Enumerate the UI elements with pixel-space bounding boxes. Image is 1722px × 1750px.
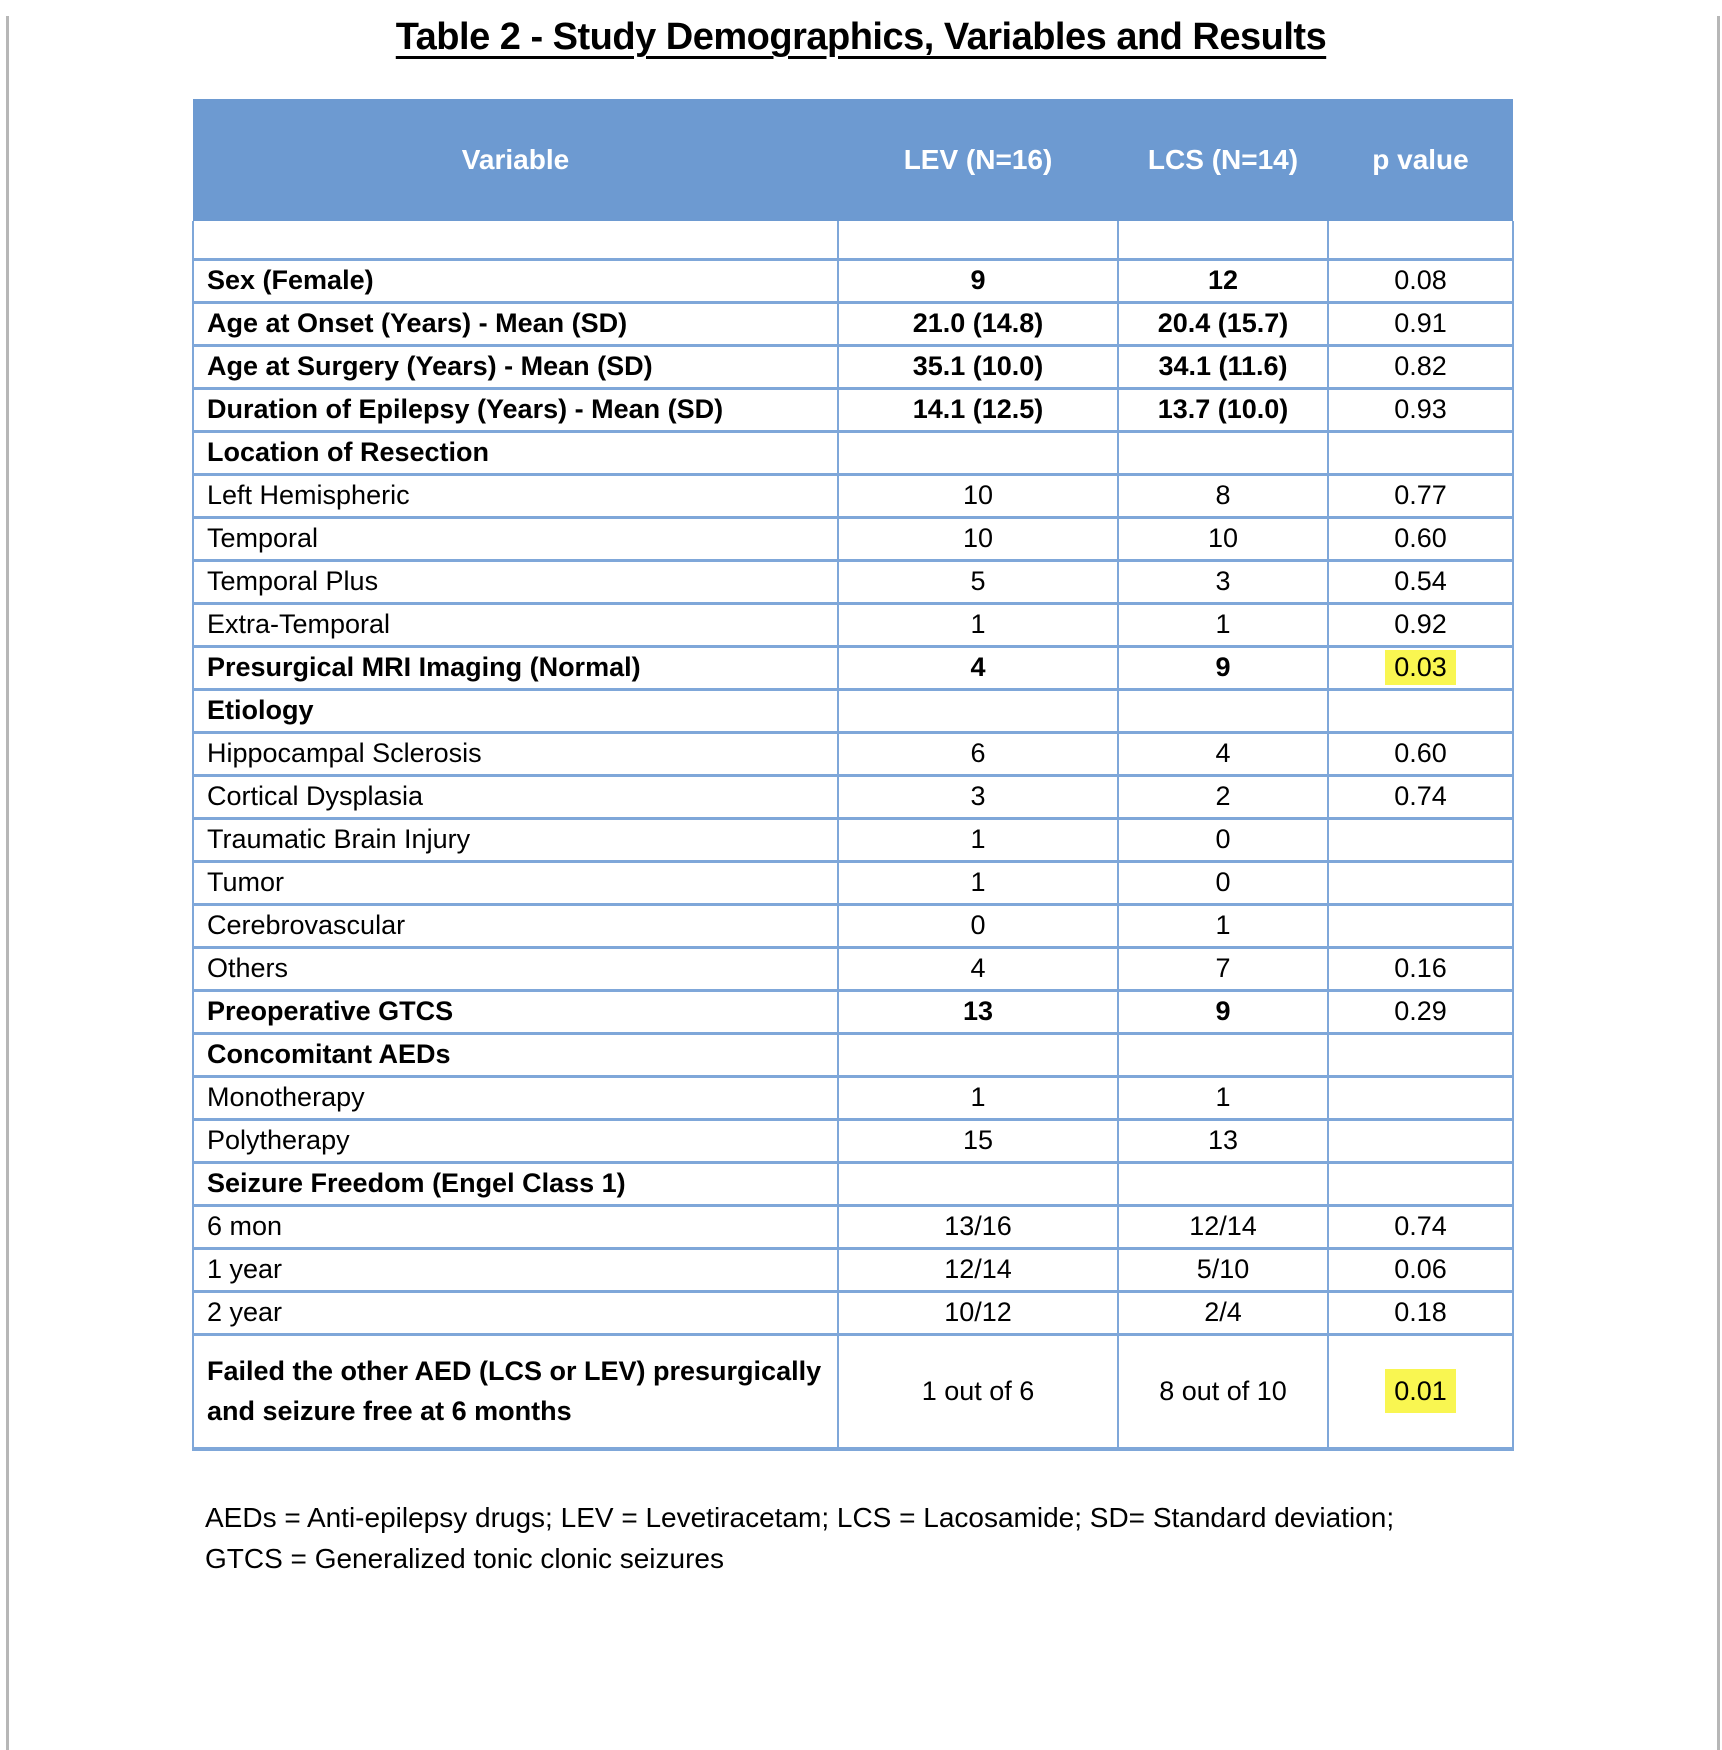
- pvalue-highlight: 0.01: [1385, 1369, 1456, 1413]
- footnote-line-1: AEDs = Anti-epilepsy drugs; LEV = Levetiracetam; LCS = Lacosamide; SD= Standard deviation;: [205, 1502, 1395, 1533]
- cell-lcs-value: [1118, 1033, 1328, 1076]
- cell-lcs-value: [1118, 1162, 1328, 1205]
- cell-pvalue: 0.18: [1328, 1291, 1513, 1334]
- cell-pvalue: 0.74: [1328, 1205, 1513, 1248]
- cell-lev-value: 13/16: [838, 1205, 1118, 1248]
- cell-label: Extra-Temporal: [193, 603, 838, 646]
- table-row-section: [193, 431, 1513, 474]
- table-row-section: [193, 1033, 1513, 1076]
- cell-lcs-value: 9: [1118, 646, 1328, 689]
- table-row: [193, 388, 1513, 431]
- cell-pvalue: [1328, 689, 1513, 732]
- cell-pvalue: 0.08: [1328, 259, 1513, 302]
- cell-label: Seizure Freedom (Engel Class 1): [193, 1162, 838, 1205]
- cell-lev-value: [838, 689, 1118, 732]
- table-row: [193, 861, 1513, 904]
- cell-lev-value: 6: [838, 732, 1118, 775]
- cell-label: 2 year: [193, 1291, 838, 1334]
- cell-pvalue: 0.60: [1328, 732, 1513, 775]
- cell-lcs-value: 10: [1118, 517, 1328, 560]
- cell-lev-value: 4: [838, 646, 1118, 689]
- cell-lcs-value: 1: [1118, 904, 1328, 947]
- table-row: [193, 947, 1513, 990]
- cell-label: Others: [193, 947, 838, 990]
- cell-label: 1 year: [193, 1248, 838, 1291]
- cell-pvalue: [1328, 1076, 1513, 1119]
- cell-lev-value: 35.1 (10.0): [838, 345, 1118, 388]
- col-header-pvalue: p value: [1328, 99, 1513, 221]
- cell-pvalue: [1328, 646, 1513, 689]
- cell-lev-value: 5: [838, 560, 1118, 603]
- cell-label: Traumatic Brain Injury: [193, 818, 838, 861]
- cell-pvalue: 0.74: [1328, 775, 1513, 818]
- table-row: [193, 775, 1513, 818]
- cell-label: Hippocampal Sclerosis: [193, 732, 838, 775]
- table-row: [193, 345, 1513, 388]
- cell-label: Cerebrovascular: [193, 904, 838, 947]
- table-row: [193, 474, 1513, 517]
- cell-lcs-value: 8: [1118, 474, 1328, 517]
- table-row: [193, 904, 1513, 947]
- cell-label: Presurgical MRI Imaging (Normal): [193, 646, 838, 689]
- cell-lcs-value: 0: [1118, 861, 1328, 904]
- cell-label: Cortical Dysplasia: [193, 775, 838, 818]
- cell-lev-value: 15: [838, 1119, 1118, 1162]
- cell-lev-value: 21.0 (14.8): [838, 302, 1118, 345]
- cell-lcs-value: 0: [1118, 818, 1328, 861]
- cell-label: Temporal: [193, 517, 838, 560]
- table-title: Table 2 - Study Demographics, Variables and Results: [395, 16, 1327, 58]
- cell-lev-value: 3: [838, 775, 1118, 818]
- page-edge-right: [1717, 16, 1720, 1750]
- cell-lev-value: [838, 1162, 1118, 1205]
- cell-lev-value: 1 out of 6: [838, 1334, 1118, 1449]
- page-edge-left: [6, 16, 9, 1750]
- table-row-section: [193, 689, 1513, 732]
- cell-lev-value: 10: [838, 517, 1118, 560]
- cell-lev-value: 9: [838, 259, 1118, 302]
- table-row: [193, 603, 1513, 646]
- table-row: [193, 990, 1513, 1033]
- cell-lev-value: 12/14: [838, 1248, 1118, 1291]
- cell-pvalue: [1328, 431, 1513, 474]
- cell-lev-value: [838, 431, 1118, 474]
- cell-lcs-value: [1118, 689, 1328, 732]
- cell-lcs-value: 20.4 (15.7): [1118, 302, 1328, 345]
- table-row: [193, 302, 1513, 345]
- cell-label: Failed the other AED (LCS or LEV) presurgically and seizure free at 6 months: [193, 1334, 838, 1449]
- spacer-cell: [1118, 221, 1328, 259]
- cell-pvalue: 0.06: [1328, 1248, 1513, 1291]
- col-header-variable: Variable: [193, 99, 838, 221]
- cell-label: Duration of Epilepsy (Years) - Mean (SD): [193, 388, 838, 431]
- cell-pvalue: 0.91: [1328, 302, 1513, 345]
- spacer-cell: [193, 221, 838, 259]
- table-row: [193, 818, 1513, 861]
- cell-lcs-value: 12: [1118, 259, 1328, 302]
- cell-pvalue: [1328, 1119, 1513, 1162]
- cell-label: Preoperative GTCS: [193, 990, 838, 1033]
- cell-label: Tumor: [193, 861, 838, 904]
- cell-lev-value: 4: [838, 947, 1118, 990]
- cell-lev-value: 10/12: [838, 1291, 1118, 1334]
- table-row: [193, 560, 1513, 603]
- spacer-row: [193, 221, 1513, 259]
- table-row: [193, 732, 1513, 775]
- cell-label: Left Hemispheric: [193, 474, 838, 517]
- cell-lcs-value: 13: [1118, 1119, 1328, 1162]
- cell-label: Sex (Female): [193, 259, 838, 302]
- cell-lev-value: 1: [838, 603, 1118, 646]
- table-row: [193, 1248, 1513, 1291]
- footnote-line-2: GTCS = Generalized tonic clonic seizures: [205, 1543, 724, 1574]
- cell-pvalue: [1328, 904, 1513, 947]
- cell-lev-value: 1: [838, 818, 1118, 861]
- cell-pvalue: [1328, 1162, 1513, 1205]
- cell-lev-value: [838, 1033, 1118, 1076]
- cell-lcs-value: 2: [1118, 775, 1328, 818]
- cell-lcs-value: 12/14: [1118, 1205, 1328, 1248]
- cell-lcs-value: 4: [1118, 732, 1328, 775]
- table-row: [193, 646, 1513, 689]
- table-row: [193, 517, 1513, 560]
- spacer-cell: [1328, 221, 1513, 259]
- cell-lcs-value: [1118, 431, 1328, 474]
- table-row: [193, 1205, 1513, 1248]
- cell-lcs-value: 9: [1118, 990, 1328, 1033]
- pvalue-highlight: 0.03: [1385, 650, 1456, 685]
- cell-pvalue: 0.60: [1328, 517, 1513, 560]
- cell-lcs-value: 1: [1118, 1076, 1328, 1119]
- cell-lev-value: 1: [838, 1076, 1118, 1119]
- cell-label: Location of Resection: [193, 431, 838, 474]
- cell-pvalue: 0.82: [1328, 345, 1513, 388]
- table-row-section: [193, 1162, 1513, 1205]
- cell-label: Etiology: [193, 689, 838, 732]
- cell-lcs-value: 8 out of 10: [1118, 1334, 1328, 1449]
- cell-lcs-value: 7: [1118, 947, 1328, 990]
- cell-lcs-value: 5/10: [1118, 1248, 1328, 1291]
- footnote: [205, 1497, 1722, 1579]
- cell-lev-value: 1: [838, 861, 1118, 904]
- cell-pvalue: 0.54: [1328, 560, 1513, 603]
- cell-pvalue: 0.29: [1328, 990, 1513, 1033]
- cell-lev-value: 13: [838, 990, 1118, 1033]
- cell-pvalue: [1328, 1033, 1513, 1076]
- cell-label: Concomitant AEDs: [193, 1033, 838, 1076]
- demographics-table: [192, 99, 1514, 1451]
- table-row: [193, 1076, 1513, 1119]
- cell-lev-value: 0: [838, 904, 1118, 947]
- header-row: [193, 99, 1513, 221]
- cell-label: 6 mon: [193, 1205, 838, 1248]
- page: [0, 16, 1722, 1579]
- table-row: [193, 1291, 1513, 1334]
- cell-pvalue: 0.77: [1328, 474, 1513, 517]
- cell-pvalue: 0.92: [1328, 603, 1513, 646]
- cell-lcs-value: 2/4: [1118, 1291, 1328, 1334]
- spacer-cell: [838, 221, 1118, 259]
- cell-pvalue: 0.16: [1328, 947, 1513, 990]
- cell-lcs-value: 3: [1118, 560, 1328, 603]
- cell-label: Polytherapy: [193, 1119, 838, 1162]
- cell-label: Monotherapy: [193, 1076, 838, 1119]
- cell-pvalue: [1328, 1334, 1513, 1449]
- cell-lcs-value: 1: [1118, 603, 1328, 646]
- col-header-lcs: LCS (N=14): [1118, 99, 1328, 221]
- cell-lcs-value: 34.1 (11.6): [1118, 345, 1328, 388]
- col-header-lev: LEV (N=16): [838, 99, 1118, 221]
- cell-label: Temporal Plus: [193, 560, 838, 603]
- cell-pvalue: 0.93: [1328, 388, 1513, 431]
- cell-pvalue: [1328, 818, 1513, 861]
- cell-label: Age at Onset (Years) - Mean (SD): [193, 302, 838, 345]
- cell-lcs-value: 13.7 (10.0): [1118, 388, 1328, 431]
- table-row: [193, 1334, 1513, 1449]
- cell-lev-value: 10: [838, 474, 1118, 517]
- table-row: [193, 1119, 1513, 1162]
- cell-lev-value: 14.1 (12.5): [838, 388, 1118, 431]
- cell-pvalue: [1328, 861, 1513, 904]
- cell-label: Age at Surgery (Years) - Mean (SD): [193, 345, 838, 388]
- table-row: [193, 259, 1513, 302]
